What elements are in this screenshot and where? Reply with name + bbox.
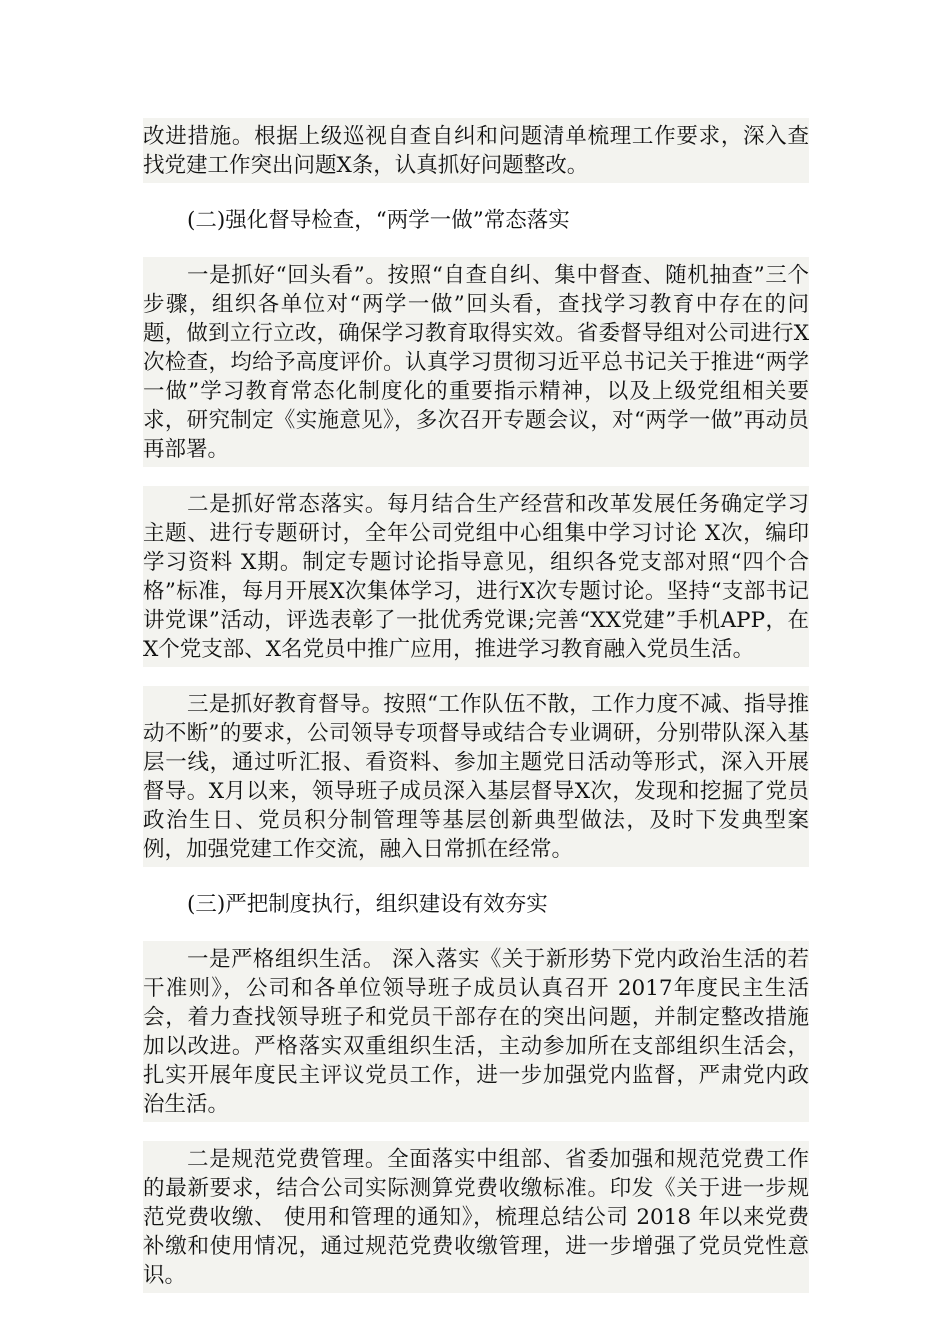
document-body <box>143 118 809 1312</box>
section-heading-3: (三)严把制度执行，组织建设有效夯实 <box>143 886 809 922</box>
paragraph-continuation: 改进措施。根据上级巡视自查自纠和问题清单梳理工作要求，深入查找党建工作突出问题X条，认真抓好问题整改。 <box>143 118 809 183</box>
section-heading-2: (二)强化督导检查，“两学一做”常态落实 <box>143 202 809 238</box>
paragraph-review: 一是抓好“回头看”。按照“自查自纠、集中督查、随机抽查”三个步骤，组织各单位对“两学一做”回头看，查找学习教育中存在的问题，做到立行立改，确保学习教育取得实效。省委督导组对公司进行X次检查，均给予高度评价。认真学习贯彻习近平总书记关于推进“两学一做”学习教育常态化制度化的重要指示精神，以及上级党组相关要求，研究制定《实施意见》，多次召开专题会议，对“两学一做”再动员再部署。 <box>143 257 809 467</box>
paragraph-organization-life: 一是严格组织生活。 深入落实《关于新形势下党内政治生活的若干准则》，公司和各单位领导班子成员认真召开 2017年度民主生活会，着力查找领导班子和党员干部存在的突出问题，并制定整改措施加以改进。严格落实双重组织生活，主动参加所在支部组织生活会，扎实开展年度民主评议党员工作，进一步加强党内监督，严肃党内政治生活。 <box>143 941 809 1122</box>
paragraph-party-dues: 二是规范党费管理。全面落实中组部、省委加强和规范党费工作的最新要求，结合公司实际测算党费收缴标准。印发《关于进一步规范党费收缴、 使用和管理的通知》，梳理总结公司 2018 年以来党费补缴和使用情况，通过规范党费收缴管理，进一步增强了党员党性意识。 <box>143 1141 809 1293</box>
paragraph-supervision: 三是抓好教育督导。按照“工作队伍不散，工作力度不减、指导推动不断”的要求，公司领导专项督导或结合专业调研，分别带队深入基层一线，通过听汇报、看资料、参加主题党日活动等形式，深入开展督导。X月以来，领导班子成员深入基层督导X次，发现和挖掘了党员政治生日、党员积分制管理等基层创新典型做法，及时下发典型案例，加强党建工作交流，融入日常抓在经常。 <box>143 686 809 867</box>
paragraph-routine: 二是抓好常态落实。每月结合生产经营和改革发展任务确定学习主题、进行专题研讨，全年公司党组中心组集中学习讨论 X次，编印学习资料 X期。制定专题讨论指导意见，组织各党支部对照“四个合格”标准，每月开展X次集体学习，进行X次专题讨论。坚持“支部书记讲党课”活动，评选表彰了一批优秀党课;完善“XX党建”手机APP，在X个党支部、X名党员中推广应用，推进学习教育融入党员生活。 <box>143 486 809 667</box>
